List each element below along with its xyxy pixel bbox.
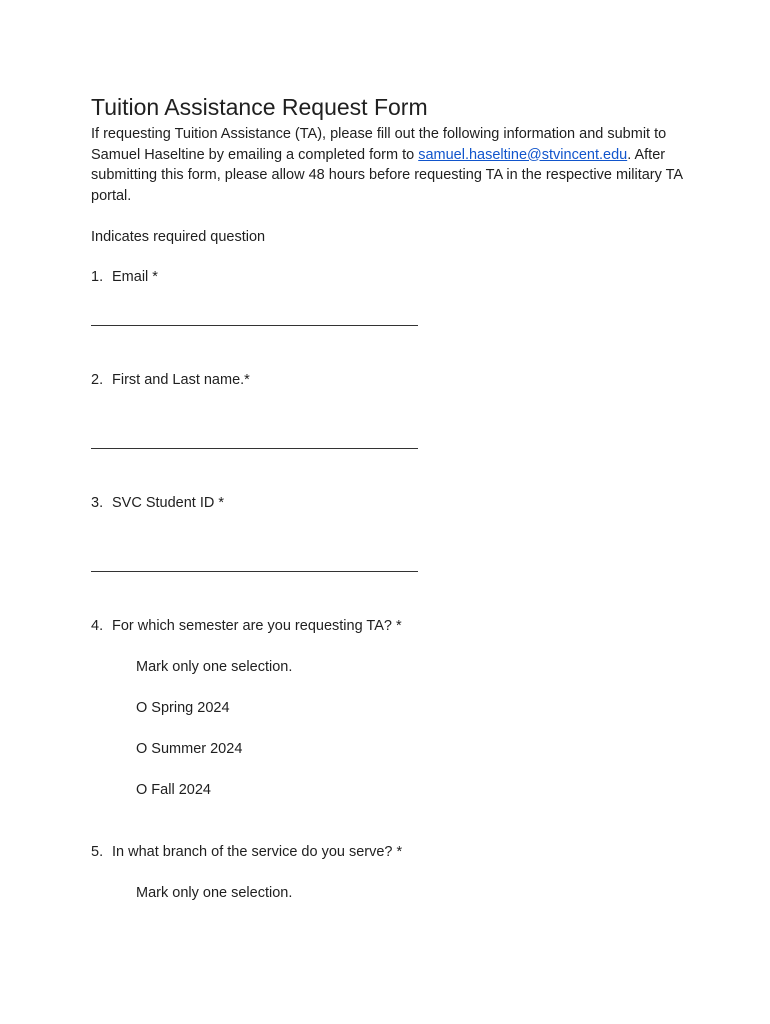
intro-text-1: If requesting Tuition Assistance (TA), please fill out the following information and submit to Samuel Haseltine by emailing a completed form to (91, 126, 667, 163)
question-label: Email * (112, 269, 158, 285)
question-student-id (91, 493, 224, 513)
question-label: First and Last name.* (112, 372, 250, 388)
question-number: 5. (91, 844, 104, 860)
question-number: 2. (91, 372, 104, 388)
question-label: For which semester are you requesting TA? * (112, 618, 402, 634)
question-semester (91, 616, 402, 636)
question-label: In what branch of the service do you serve? * (112, 844, 403, 860)
form-title: Tuition Assistance Request Form (91, 94, 428, 120)
email-answer-field[interactable] (91, 325, 418, 326)
option-summer-2024[interactable]: O Summer 2024 (136, 741, 243, 757)
question-number: 3. (91, 495, 104, 511)
question-number: 4. (91, 618, 104, 634)
name-answer-field[interactable] (91, 448, 418, 449)
intro-text-2: . After submitting this form, please allow 48 hours before requesting TA in the respective military TA portal. (91, 146, 683, 204)
branch-instruction: Mark only one selection. (136, 885, 293, 901)
form-intro (91, 124, 691, 206)
student-id-answer-field[interactable] (91, 571, 418, 572)
question-branch (91, 842, 402, 862)
question-name (91, 370, 250, 390)
semester-instruction: Mark only one selection. (136, 659, 293, 675)
option-spring-2024[interactable]: O Spring 2024 (136, 700, 230, 716)
required-note: Indicates required question (91, 229, 266, 245)
question-number: 1. (91, 269, 104, 285)
option-fall-2024[interactable]: O Fall 2024 (136, 782, 211, 798)
question-email (91, 267, 158, 287)
email-link[interactable]: samuel.haseltine@stvincent.edu (418, 146, 628, 163)
form-page (91, 92, 691, 247)
question-label: SVC Student ID * (112, 495, 225, 511)
